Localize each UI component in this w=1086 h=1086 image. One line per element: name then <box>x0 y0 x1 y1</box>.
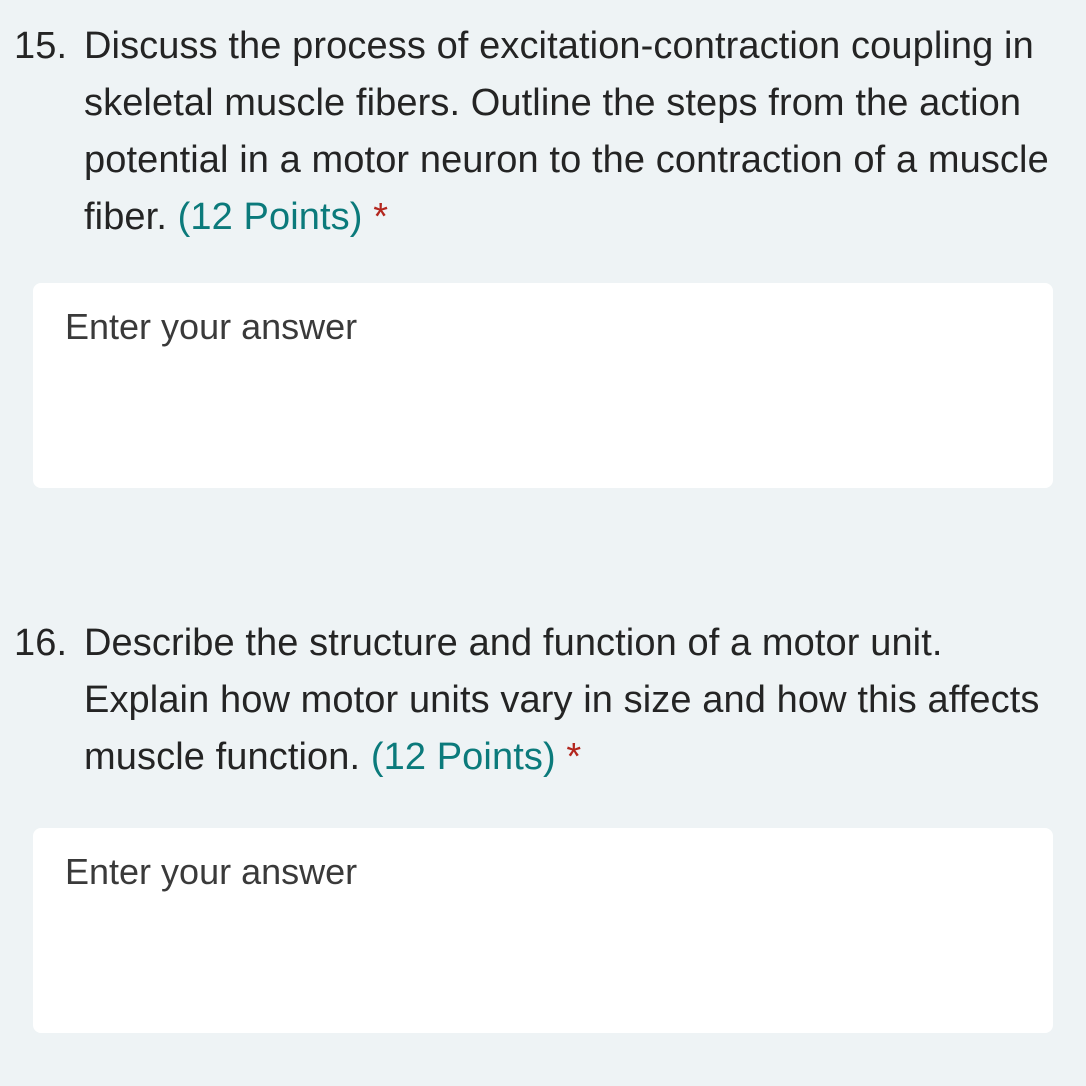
question-16-title <box>0 615 1086 786</box>
question-16-required-marker: * <box>566 736 582 778</box>
question-16-number: 16. <box>14 622 68 664</box>
question-15-number: 15. <box>14 25 68 67</box>
question-16 <box>0 615 1086 786</box>
question-15-answer-input[interactable] <box>33 283 1053 488</box>
question-15-title <box>0 18 1086 246</box>
question-15-text: Discuss the process of excitation-contraction coupling in skeletal muscle fibers. Outline the steps from the action potential in a motor neuron to the contraction of a muscle fiber. <box>84 25 1049 238</box>
question-15 <box>0 18 1086 246</box>
question-16-text: Describe the structure and function of a motor unit. Explain how motor units vary in size and how this affects muscle function. <box>84 622 1040 778</box>
question-16-points: (12 Points) <box>370 736 556 778</box>
question-15-required-marker: * <box>373 196 389 238</box>
question-15-points: (12 Points) <box>177 196 363 238</box>
question-16-answer-input[interactable] <box>33 828 1053 1033</box>
